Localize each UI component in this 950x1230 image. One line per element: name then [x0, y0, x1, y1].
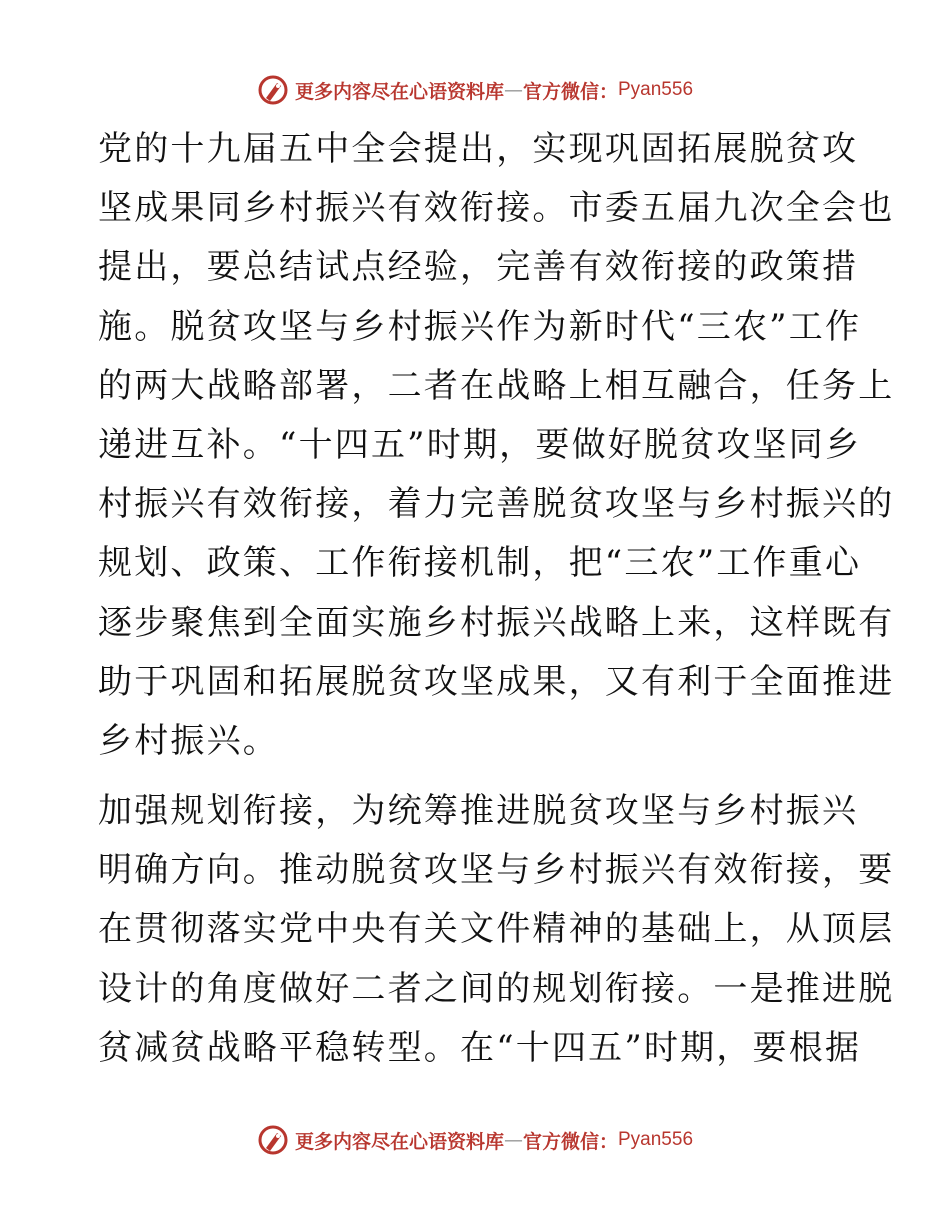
text-line: 在贯彻落实党中央有关文件精神的基础上，从顶层 [98, 909, 895, 950]
document-body [98, 120, 895, 1078]
footer-separator: — [503, 1129, 523, 1151]
text-line: 贫减贫战略平稳转型。在“十四五”时期，要根据 [98, 1027, 862, 1068]
header-banner [0, 70, 950, 110]
header-brand-text: 更多内容尽在心语资料库 [294, 80, 504, 103]
pen-nib-logo-icon [257, 1124, 289, 1156]
text-line: 明确方向。推动脱贫攻坚与乡村振兴有效衔接，要 [98, 850, 895, 891]
footer-wechat-id: Pyan556 [618, 1129, 694, 1150]
paragraph-2 [98, 782, 895, 1078]
text-line: 施。脱贫攻坚与乡村振兴作为新时代“三农”工作 [98, 306, 862, 347]
footer-wechat-label: 官方微信： [522, 1130, 618, 1153]
footer-brand-text: 更多内容尽在心语资料库 [294, 1130, 504, 1153]
text-line: 党的十九届五中全会提出，实现巩固拓展脱贫攻 [98, 129, 859, 169]
text-line: 规划、政策、工作衔接机制，把“三农”工作重心 [98, 543, 862, 584]
text-line: 村振兴有效衔接，着力完善脱贫攻坚与乡村振兴的 [98, 484, 895, 525]
text-line: 乡村振兴。 [98, 720, 279, 761]
text-line: 设计的角度做好二者之间的规划衔接。一是推进脱 [98, 968, 895, 1009]
text-line: 坚成果同乡村振兴有效衔接。市委五届九次全会也 [98, 188, 895, 229]
text-line: 助于巩固和拓展脱贫攻坚成果，又有利于全面推进 [98, 661, 895, 702]
pen-nib-logo-icon [257, 74, 289, 106]
header-separator: — [503, 79, 523, 101]
text-line: 逐步聚焦到全面实施乡村振兴战略上来，这样既有 [98, 602, 895, 643]
paragraph-1 [98, 120, 895, 771]
footer-banner [0, 1120, 950, 1160]
header-wechat-label: 官方微信： [522, 80, 618, 103]
text-line: 的两大战略部署，二者在战略上相互融合，任务上 [98, 365, 895, 406]
header-wechat-id: Pyan556 [618, 79, 694, 100]
text-line: 加强规划衔接，为统筹推进脱贫攻坚与乡村振兴 [98, 791, 859, 832]
text-line: 提出，要总结试点经验，完善有效衔接的政策措 [98, 247, 859, 288]
text-line: 递进互补。“十四五”时期，要做好脱贫攻坚同乡 [98, 424, 862, 465]
